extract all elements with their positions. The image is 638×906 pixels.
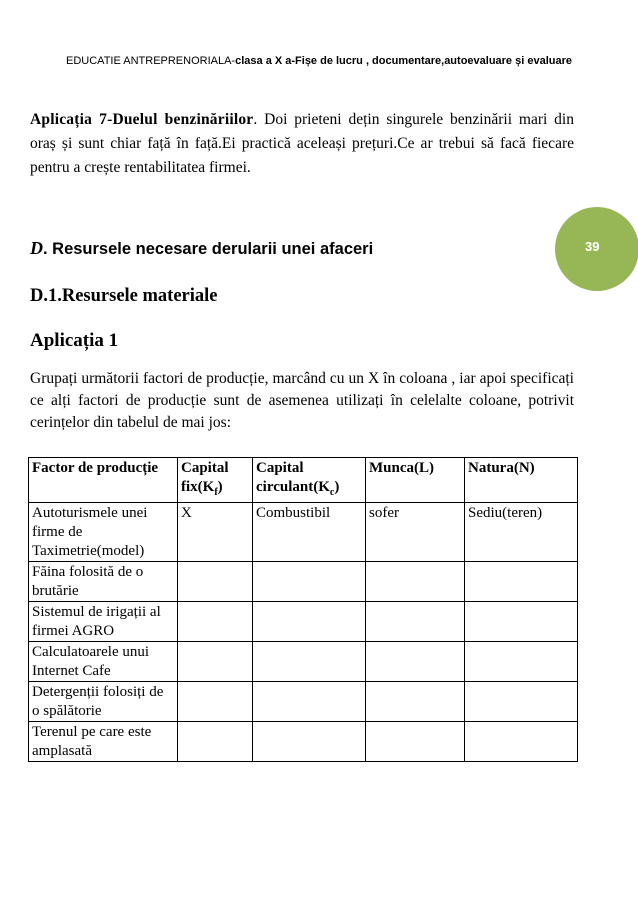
- header-course: EDUCATIE ANTREPRENORIALA-: [66, 55, 236, 67]
- cell-capital-circulant[interactable]: [253, 562, 366, 602]
- header-capital-circulant-label: Capital circulant(K: [256, 460, 330, 495]
- cell-munca[interactable]: [366, 562, 465, 602]
- page-number-badge: [555, 207, 638, 291]
- cell-munca[interactable]: [366, 722, 465, 762]
- header-capital-fix-label: Capital fix(K: [181, 460, 229, 495]
- cell-factor: Autoturismele unei firme de Taximetrie(model): [29, 503, 178, 562]
- cell-munca[interactable]: [366, 682, 465, 722]
- cell-factor: Sistemul de irigații al firmei AGRO: [29, 602, 178, 642]
- cell-capital-circulant: Combustibil: [253, 503, 366, 562]
- header-capital-circulant: Capital $circulant(K_c)$: [253, 458, 366, 503]
- cell-factor: Detergenții folosiți de o spălătorie: [29, 682, 178, 722]
- cell-natura[interactable]: [465, 642, 578, 682]
- table-header-row: [29, 458, 578, 503]
- cell-capital-circulant[interactable]: [253, 642, 366, 682]
- section-d-letter: D: [30, 238, 43, 258]
- running-header: [30, 53, 608, 70]
- cell-factor: Terenul pe care este amplasată: [29, 722, 178, 762]
- cell-capital-fix[interactable]: [178, 722, 253, 762]
- header-factor-label: Factor de producție: [32, 460, 159, 476]
- cell-capital-fix[interactable]: [178, 562, 253, 602]
- table-row: [29, 602, 578, 642]
- cell-natura[interactable]: [465, 562, 578, 602]
- header-capital-circulant-sub: c: [329, 487, 335, 498]
- page-number: 39: [585, 239, 600, 254]
- section-d-title: . Resursele necesare derularii unei afaceri: [43, 240, 374, 258]
- cell-capital-fix[interactable]: [178, 602, 253, 642]
- cell-natura[interactable]: [465, 602, 578, 642]
- header-natura: Natura(N): [465, 458, 578, 503]
- aplicatia-7-paragraph: [30, 108, 574, 180]
- cell-natura: Sediu(teren): [465, 503, 578, 562]
- header-subtitle: clasa a X a-Fișe de lucru , documentare,autoevaluare și evaluare: [235, 55, 572, 67]
- table-row: [29, 642, 578, 682]
- factors-table: [28, 457, 578, 762]
- cell-munca: sofer: [366, 503, 465, 562]
- aplicatia-7-title: Aplicația 7-Duelul benzinăriilor: [30, 111, 254, 128]
- cell-capital-fix[interactable]: [178, 642, 253, 682]
- table-row: [29, 722, 578, 762]
- cell-capital-circulant[interactable]: [253, 602, 366, 642]
- aplicatia-7-text: . Doi prieteni dețin singurele benzinării mari din oraș și sunt chiar față în față.Ei practică aceleași prețuri.Ce ar trebui să facă fiecare pentru a crește rentabilitatea firmei.: [30, 111, 574, 176]
- cell-natura[interactable]: [465, 722, 578, 762]
- cell-munca[interactable]: [366, 642, 465, 682]
- header-factor: [29, 458, 178, 503]
- cell-factor: Făina folosită de o brutărie: [29, 562, 178, 602]
- cell-capital-fix: X: [178, 503, 253, 562]
- header-capital-fix-sub: f: [214, 487, 218, 498]
- cell-capital-circulant[interactable]: [253, 682, 366, 722]
- cell-natura[interactable]: [465, 682, 578, 722]
- aplicatia-1-heading: Aplicația 1: [30, 330, 119, 351]
- cell-capital-circulant[interactable]: [253, 722, 366, 762]
- cell-munca[interactable]: [366, 602, 465, 642]
- header-munca: Munca(L): [366, 458, 465, 503]
- section-d-heading: [30, 238, 550, 259]
- cell-factor: Calculatoarele unui Internet Cafe: [29, 642, 178, 682]
- header-capital-fix: Capital $fix(K_f)$: [178, 458, 253, 503]
- table-row: [29, 503, 578, 562]
- table-row: [29, 682, 578, 722]
- cell-capital-fix[interactable]: [178, 682, 253, 722]
- aplicatia-1-instructions: Grupați următorii factori de producție, marcând cu un X în coloana , iar apoi specificați ce alți factori de producție sunt de asemenea utilizați în celelalte coloane, potrivit cerințelor din tabelul de mai jos:: [30, 370, 574, 431]
- d1-heading: D.1.Resursele materiale: [30, 286, 218, 306]
- table-row: [29, 562, 578, 602]
